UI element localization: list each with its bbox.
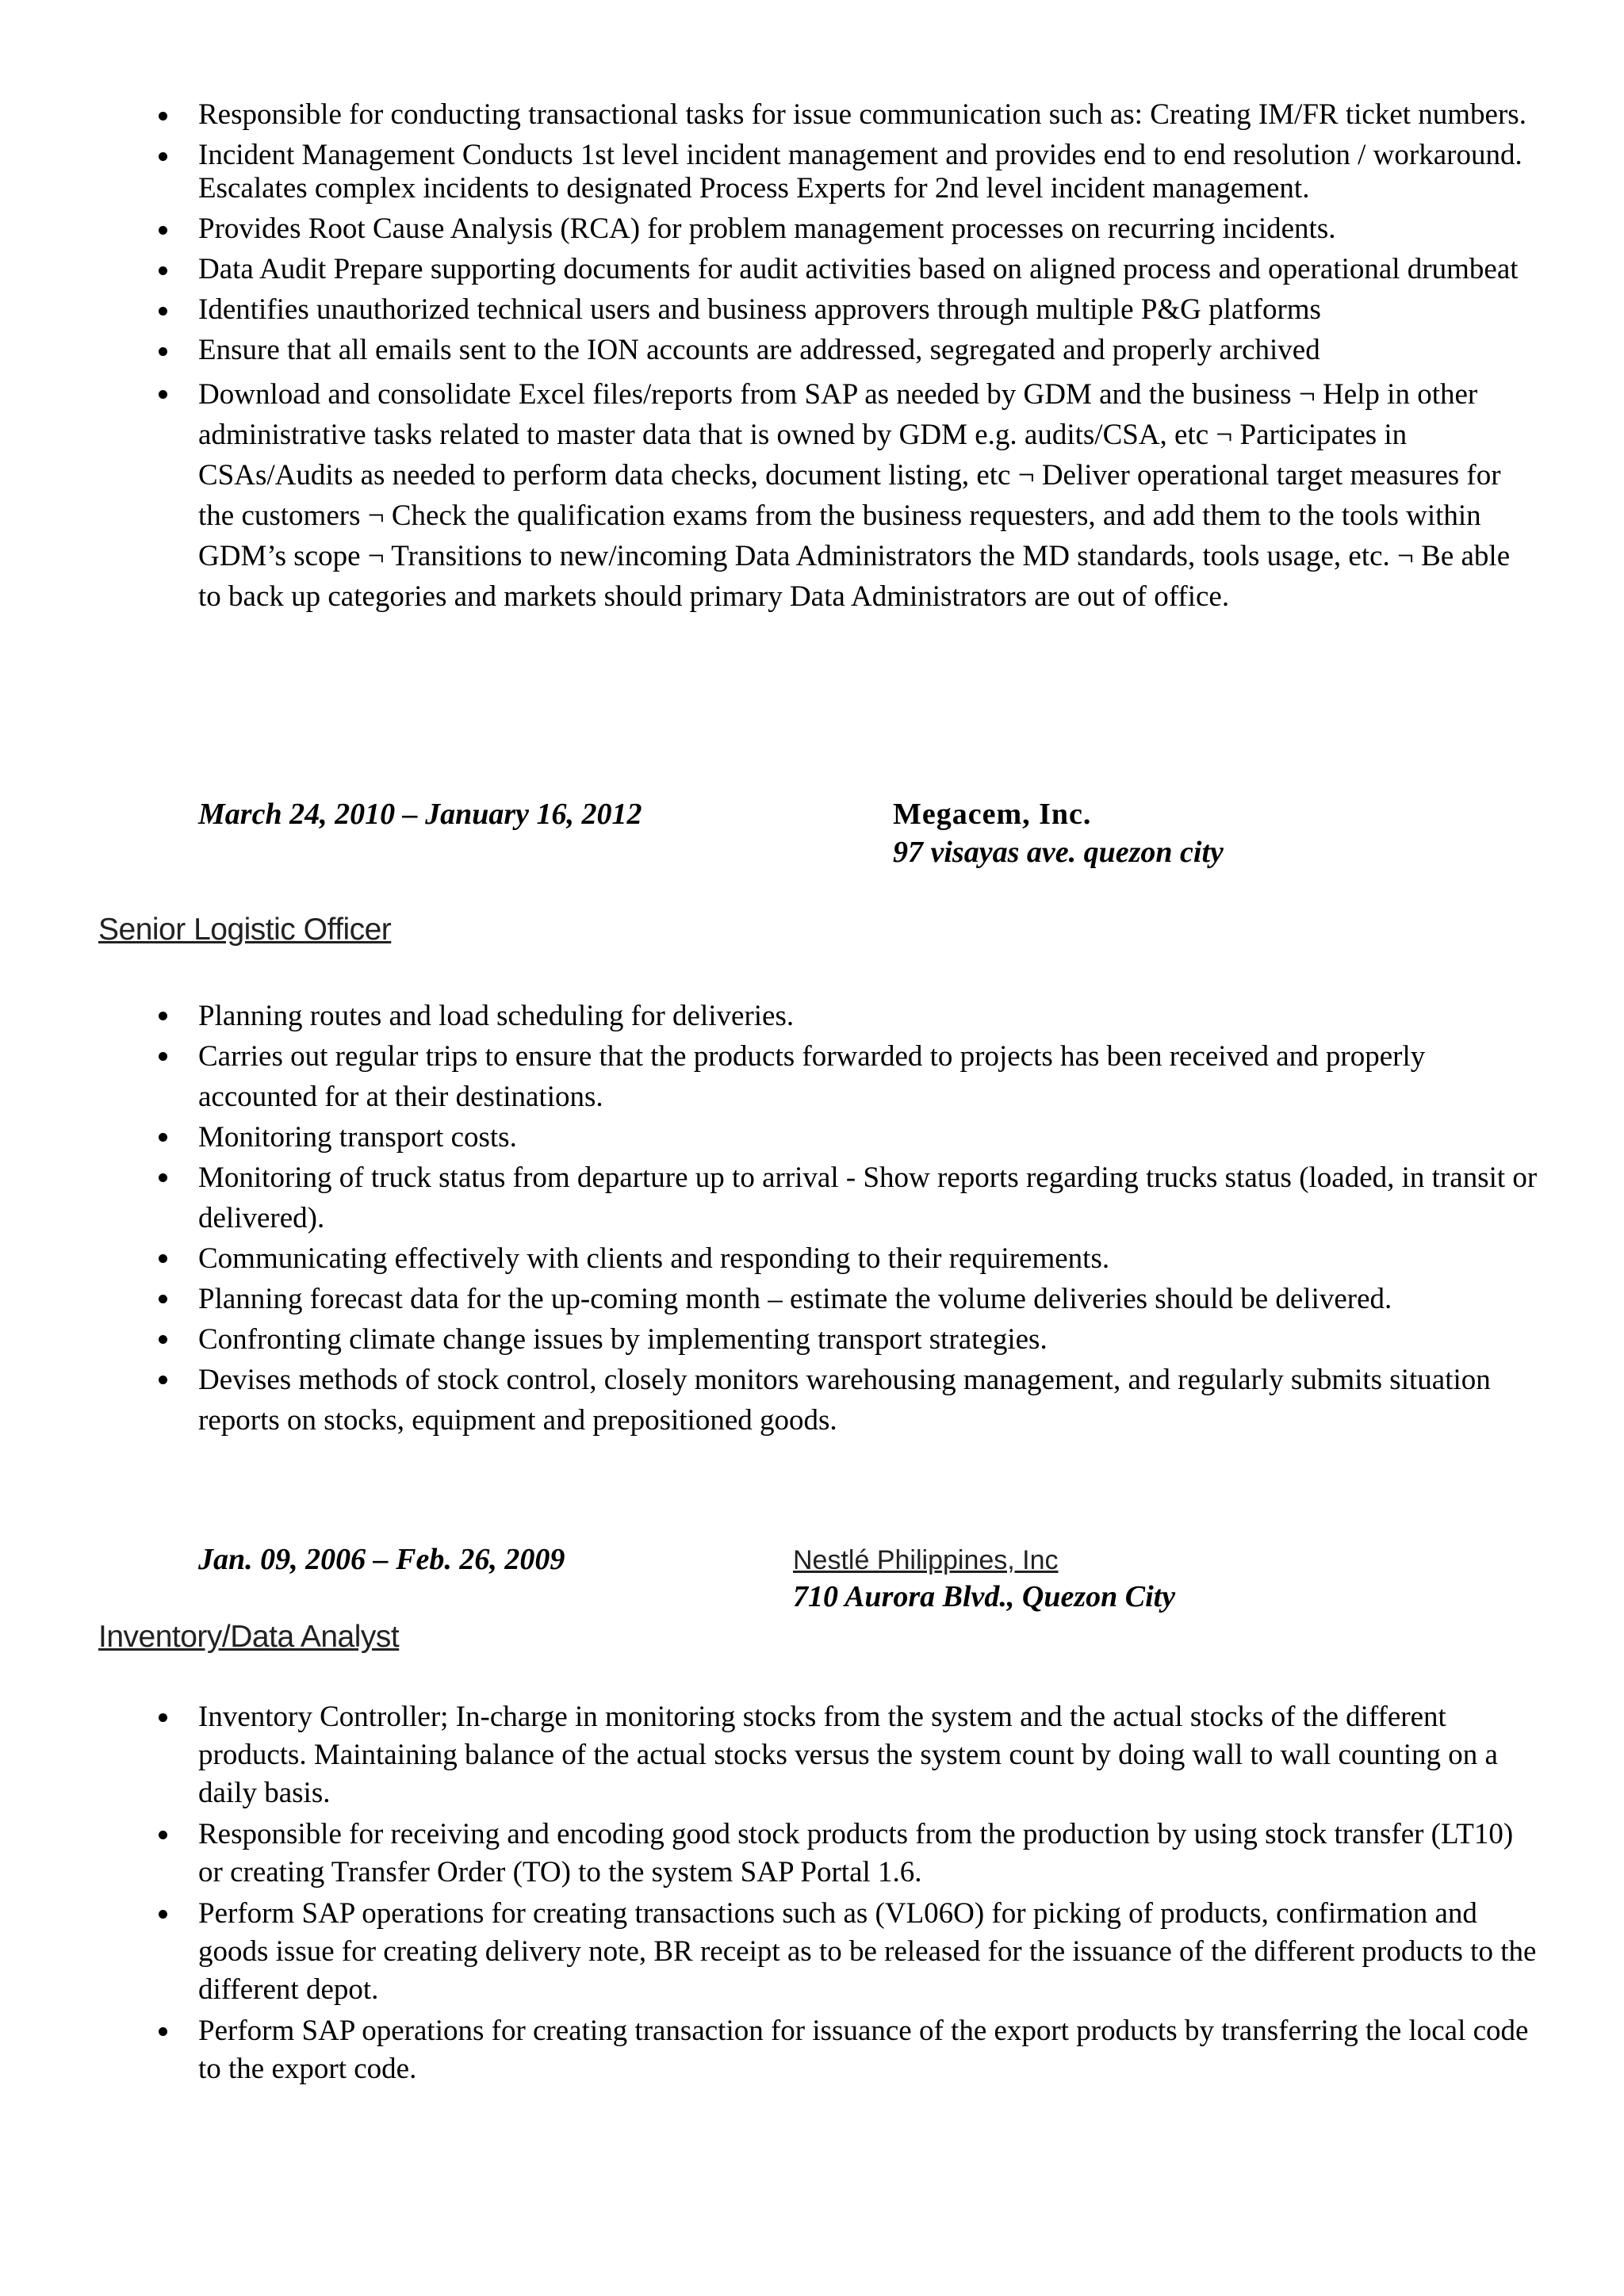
- list-item: Incident Management Conducts 1st level incident management and provides end to end resolution / workaround. Escalates complex incidents to designated Process Experts for 2nd level incident management.: [159, 139, 1538, 205]
- company-address: 710 Aurora Blvd., Quezon City: [793, 1580, 1176, 1613]
- bullet-icon: [159, 1910, 167, 1919]
- megacem-bullet-list: [159, 996, 1538, 1441]
- nestle-bullet-list: [159, 1698, 1538, 2091]
- bullet-icon: [159, 1052, 167, 1061]
- bullet-icon: [159, 347, 167, 356]
- job-dates: Jan. 09, 2006 – Feb. 26, 2009: [198, 1543, 565, 1576]
- bullet-icon: [159, 1133, 167, 1142]
- list-item: Devises methods of stock control, closely monitors warehousing management, and regularly submits situation reports on stocks, equipment and prepositioned goods.: [159, 1360, 1538, 1441]
- list-item: Perform SAP operations for creating transaction for issuance of the export products by transferring the local code to the export code.: [159, 2012, 1538, 2088]
- company-address: 97 visayas ave. quezon city: [893, 836, 1224, 869]
- list-item: Carries out regular trips to ensure that the products forwarded to projects has been received and properly accounted for at their destinations.: [159, 1036, 1538, 1117]
- job-title: Inventory/Data Analyst: [98, 1620, 400, 1654]
- bullet-icon: [159, 1335, 167, 1344]
- list-item: Planning routes and load scheduling for deliveries.: [159, 996, 1538, 1036]
- list-item: Ensure that all emails sent to the ION accounts are addressed, segregated and properly archived: [159, 334, 1538, 367]
- bullet-icon: [159, 1831, 167, 1839]
- bullet-icon: [159, 307, 167, 316]
- bullet-icon: [159, 390, 167, 399]
- bullet-icon: [159, 2027, 167, 2036]
- bullet-icon: [159, 226, 167, 235]
- job-title: Senior Logistic Officer: [98, 913, 392, 947]
- company-name: Megacem, Inc.: [893, 798, 1092, 831]
- intro-bullet-list: [159, 98, 1538, 624]
- list-item: Provides Root Cause Analysis (RCA) for problem management processes on recurring incidents.: [159, 212, 1538, 246]
- bullet-icon: [159, 1254, 167, 1263]
- list-item: Data Audit Prepare supporting documents for audit activities based on aligned process and operational drumbeat: [159, 253, 1538, 286]
- list-item: Planning forecast data for the up-coming month – estimate the volume deliveries should be delivered.: [159, 1279, 1538, 1319]
- bullet-icon: [159, 1713, 167, 1722]
- bullet-icon: [159, 112, 167, 121]
- list-item: Communicating effectively with clients and responding to their requirements.: [159, 1238, 1538, 1279]
- bullet-icon: [159, 266, 167, 275]
- list-item: Perform SAP operations for creating transactions such as (VL06O) for picking of products, confirmation and goods issue for creating delivery note, BR receipt as to be released for the issuance of the different products to the different depot.: [159, 1895, 1538, 2009]
- company-name: Nestlé Philippines, Inc: [793, 1545, 1059, 1575]
- bullet-icon: [159, 1295, 167, 1303]
- list-item: Responsible for receiving and encoding good stock products from the production by using stock transfer (LT10) or creating Transfer Order (TO) to the system SAP Portal 1.6.: [159, 1816, 1538, 1892]
- bullet-icon: [159, 1012, 167, 1020]
- bullet-icon: [159, 1173, 167, 1182]
- list-item: Confronting climate change issues by implementing transport strategies.: [159, 1319, 1538, 1360]
- list-item: Responsible for conducting transactional tasks for issue communication such as: Creating IM/FR ticket numbers.: [159, 98, 1538, 132]
- bullet-icon: [159, 152, 167, 161]
- bullet-icon: [159, 1376, 167, 1384]
- list-item: Inventory Controller; In-charge in monitoring stocks from the system and the actual stocks of the different products. Maintaining balance of the actual stocks versus the system count by doing wall to wall counting on a daily basis.: [159, 1698, 1538, 1812]
- list-item: Monitoring of truck status from departure up to arrival - Show reports regarding trucks status (loaded, in transit or delivered).: [159, 1158, 1538, 1238]
- list-item: Identifies unauthorized technical users and business approvers through multiple P&G platforms: [159, 293, 1538, 327]
- list-item: Monitoring transport costs.: [159, 1117, 1538, 1158]
- list-item: Download and consolidate Excel files/reports from SAP as needed by GDM and the business ¬ Help in other administrative tasks related to master data that is owned by GDM e.g. audits/CSA, etc ¬ Participates in CSAs/Audits as needed to perform data checks, document listing, etc ¬ Deliver operational target measures for the customers ¬ Check the qualification exams from the business requesters, and add them to the tools within GDM’s scope ¬ Transitions to new/incoming Data Administrators the MD standards, tools usage, etc. ¬ Be able to back up categories and markets should primary Data Administrators are out of office.: [159, 374, 1538, 617]
- job-dates: March 24, 2010 – January 16, 2012: [198, 798, 642, 831]
